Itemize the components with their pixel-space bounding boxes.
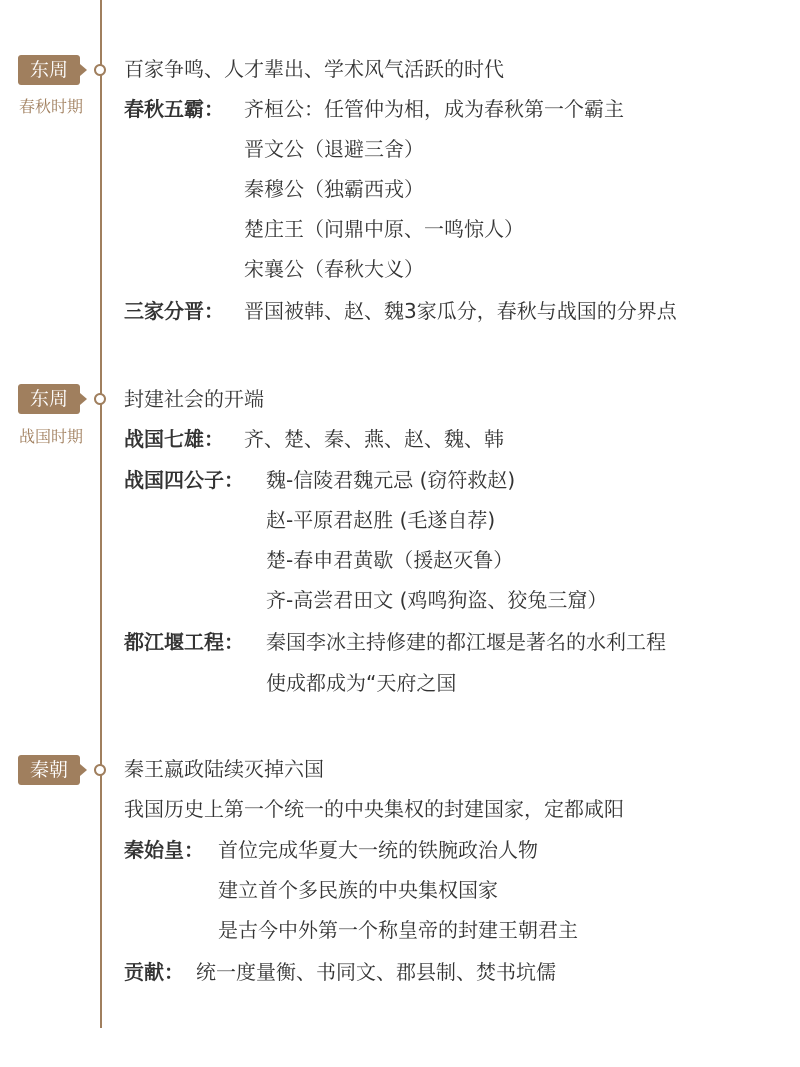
dujiang-label: 都江堰工程： — [124, 630, 244, 654]
gongzi-item: 楚-春申君黄歇（援赵灭鲁） — [266, 548, 514, 572]
era-badge-chunqiu: 东周 — [18, 55, 80, 85]
gongzi-item: 齐-高尝君田文 (鸡鸣狗盗、狡兔三窟） — [266, 588, 608, 612]
timeline-node — [94, 64, 106, 76]
qsh-item: 是古今中外第一个称皇帝的封建王朝君主 — [218, 918, 578, 942]
wuba-item: 齐桓公：任管仲为相，成为春秋第一个霸主 — [244, 97, 624, 121]
intro-text: 我国历史上第一个统一的中央集权的封建国家，定都咸阳 — [124, 797, 624, 821]
qsh-item: 建立首个多民族的中央集权国家 — [218, 878, 498, 902]
timeline-node — [94, 764, 106, 776]
sanjia-text: 晋国被韩、赵、魏3家瓜分，春秋与战国的分界点 — [244, 299, 677, 323]
wuba-item: 秦穆公（独霸西戎） — [244, 177, 424, 201]
intro-text: 封建社会的开端 — [124, 387, 264, 411]
wuba-item: 晋文公（退避三舍） — [244, 137, 424, 161]
gongzi-item: 魏-信陵君魏元忌 (窃符救赵) — [266, 468, 516, 492]
intro-text: 百家争鸣、人才辈出、学术风气活跃的时代 — [124, 57, 504, 81]
gongzi-item: 赵-平原君赵胜 (毛遂自荐) — [266, 508, 496, 532]
wuba-item: 楚庄王（问鼎中原、一鸣惊人） — [244, 217, 524, 241]
era-sub-chunqiu: 春秋时期 — [18, 97, 83, 116]
era-badge-zhanguo: 东周 — [18, 384, 80, 414]
intro-text: 秦王嬴政陆续灭掉六国 — [124, 757, 324, 781]
timeline-node — [94, 393, 106, 405]
qixiong-label: 战国七雄： — [124, 427, 224, 451]
era-sub-zhanguo: 战国时期 — [18, 427, 83, 446]
gongzi-label: 战国四公子： — [124, 468, 244, 492]
wuba-label: 春秋五霸： — [124, 97, 224, 121]
qixiong-text: 齐、楚、秦、燕、赵、魏、韩 — [244, 427, 504, 451]
timeline-line — [100, 0, 102, 1028]
gongxian-text: 统一度量衡、书同文、郡县制、焚书坑儒 — [196, 960, 556, 984]
era-badge-qin: 秦朝 — [18, 755, 80, 785]
qsh-label: 秦始皇： — [124, 838, 204, 862]
wuba-item: 宋襄公（春秋大义） — [244, 257, 424, 281]
sanjia-label: 三家分晋： — [124, 299, 224, 323]
qsh-item: 首位完成华夏大一统的铁腕政治人物 — [218, 838, 538, 862]
dujiang-text: 使成都成为“天府之国 — [266, 671, 457, 695]
dujiang-text: 秦国李冰主持修建的都江堰是著名的水利工程 — [266, 630, 666, 654]
gongxian-label: 贡献： — [124, 960, 184, 984]
